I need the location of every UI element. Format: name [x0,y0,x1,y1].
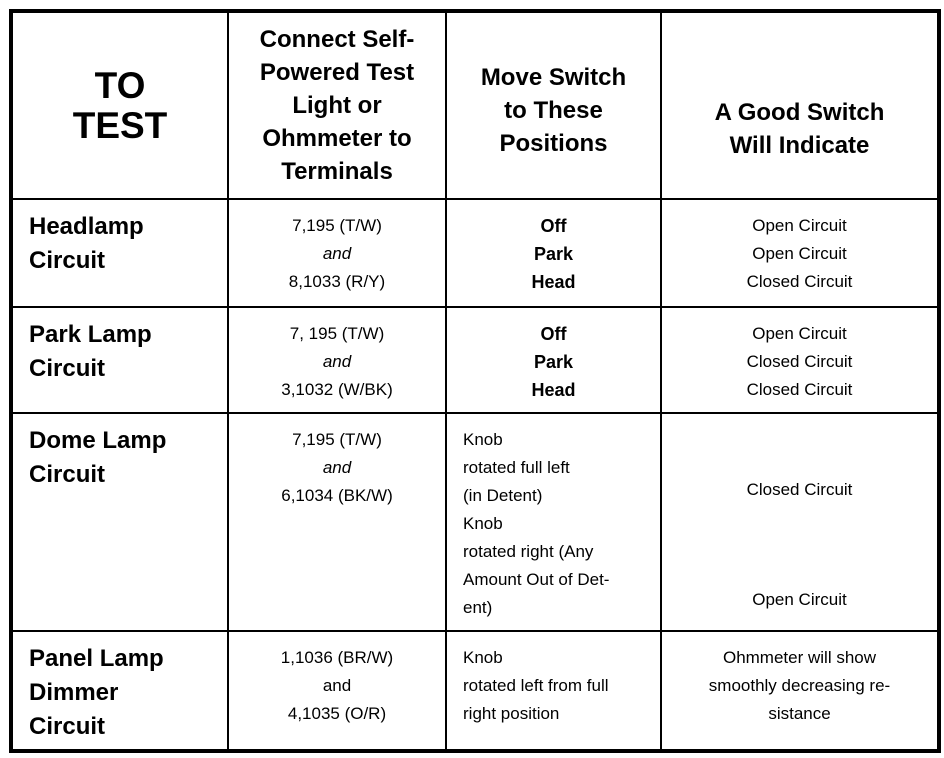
circuit-name: Panel Lamp Dimmer Circuit [11,631,228,751]
circuit-name: Headlamp Circuit [11,199,228,307]
header-move-switch: Move Switch to These Positions [446,11,661,199]
table-row [11,413,939,631]
header-good-switch: A Good Switch Will Indicate [661,11,939,199]
circuit-name: Dome Lamp Circuit [11,413,228,631]
positions-cell: Knob rotated full left (in Detent) Knob rotated right (Any Amount Out of Det- ent) [446,413,661,631]
terminals-cell: 1,1036 (BR/W) and 4,1035 (O/R) [228,631,446,751]
indicate-cell: Open Circuit Open Circuit Closed Circuit [661,199,939,307]
switch-test-table [9,9,941,753]
header-to-test: TO TEST [11,11,228,199]
table-row [11,199,939,307]
terminals-cell: 7,195 (T/W) and 8,1033 (R/Y) [228,199,446,307]
terminals-cell: 7, 195 (T/W) and 3,1032 (W/BK) [228,307,446,413]
indicate-cell: Ohmmeter will show smoothly decreasing re- sistance [661,631,939,751]
header-row [11,11,939,199]
terminals-cell: 7,195 (T/W) and 6,1034 (BK/W) [228,413,446,631]
positions-cell: Off Park Head [446,307,661,413]
table-row [11,307,939,413]
positions-cell: Knob rotated left from full right position [446,631,661,751]
positions-cell: Off Park Head [446,199,661,307]
circuit-name: Park Lamp Circuit [11,307,228,413]
indicate-cell: Open Circuit Closed Circuit Closed Circuit [661,307,939,413]
header-connect-terminals: Connect Self- Powered Test Light or Ohmmeter to Terminals [228,11,446,199]
indicate-cell: Closed Circuit Open Circuit [661,413,939,631]
table-row [11,631,939,751]
